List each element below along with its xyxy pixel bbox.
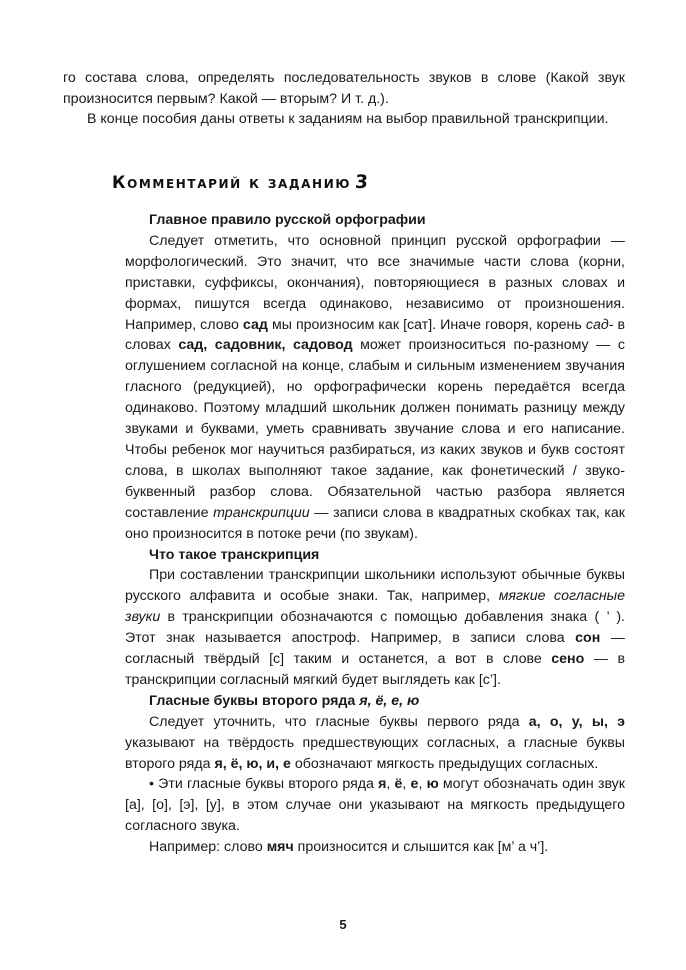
text-run-normal: мы произносим как [сат]. Иначе говоря, корень bbox=[267, 316, 586, 333]
text-run-bold: я, ё, ю, и, е bbox=[214, 755, 291, 772]
text-run-normal: могут обозначать один звук [а], [о], [э], [у], в этом случае они указывают на мягкость предыдущего согласного звука. bbox=[125, 776, 625, 835]
text-run-bold: мяч bbox=[266, 839, 294, 856]
body-paragraph bbox=[125, 565, 625, 690]
intro-paragraph-continuation: го состава слова, определять последовательность звуков в слове (Какой звук произносится первым? Какой — вторым? И т. д.). bbox=[63, 70, 625, 107]
text-run-normal: в транскрипции обозначаются с помощью добавления знака ( ’ ). Этот знак называется апостроф. Например, в записи слова bbox=[125, 609, 625, 647]
text-run-bold: а, о, у, ы, э bbox=[528, 713, 625, 730]
text-run-bold: сад, садовник, садовод bbox=[178, 337, 353, 354]
subsection-heading bbox=[125, 545, 625, 566]
text-run-bold: сад bbox=[242, 316, 268, 333]
page-number: 5 bbox=[339, 917, 347, 932]
body-paragraph bbox=[125, 837, 625, 858]
text-run-bold: я bbox=[378, 776, 387, 793]
text-run-normal: Следует уточнить, что гласные буквы первого ряда bbox=[149, 713, 529, 730]
text-run-italic: транскрипции bbox=[213, 504, 310, 521]
intro-paragraph-answers: В конце пособия даны ответы к заданиям на выбор правильной транскрипции. bbox=[87, 111, 609, 127]
text-run-normal: — согласный твёрдый [с] таким и останется, а вот в слове bbox=[125, 630, 625, 668]
text-run-normal: , bbox=[402, 776, 411, 793]
text-run-normal: Следует отметить, что основной принцип русской орфографии — морфологический. Это значит, что все значимые части слова (корни, приставки, суффиксы, окончания), повторяющиеся в разных словах и формах, пишутся всегда одинаково, независимо от произношения. Например, слово bbox=[125, 232, 625, 333]
subsection-heading-letters: я, ё, е, ю bbox=[359, 692, 420, 709]
section-heading-label: Комментарий к заданию bbox=[112, 173, 352, 192]
text-run-italic: мягкие согласные звуки bbox=[125, 588, 626, 626]
subsection-heading-label: Что такое транскрипция bbox=[149, 546, 320, 563]
body-paragraph bbox=[125, 231, 625, 545]
text-run-normal: — записи слова в квадратных скобках так, как оно произносится в потоке речи (по звукам). bbox=[125, 504, 625, 542]
subsection-heading-label: Гласные буквы второго ряда bbox=[149, 692, 360, 709]
subsection-heading bbox=[125, 691, 625, 712]
text-run-normal: • Эти гласные буквы второго ряда bbox=[149, 776, 379, 793]
text-run-normal: в словах bbox=[125, 316, 626, 354]
text-run-normal: произносится и слышится как [м’ а ч’]. bbox=[293, 839, 549, 856]
section-heading bbox=[112, 172, 370, 193]
body-paragraph bbox=[125, 712, 625, 775]
text-run-normal: указывают на твёрдость предшествующих согласных, а гласные буквы второго ряда bbox=[125, 734, 625, 772]
text-run-normal: — в транскрипции согласный мягкий будет выглядеть как [с’]. bbox=[125, 651, 625, 688]
text-run-bold: ю bbox=[426, 776, 439, 793]
text-run-bold: сено bbox=[551, 651, 585, 668]
subsection-heading bbox=[125, 210, 625, 231]
intro-text-block bbox=[63, 68, 625, 130]
text-run-normal: При составлении транскрипции школьники используют обычные буквы русского алфавита и особые знаки. Так, например, bbox=[125, 567, 625, 605]
text-run-normal: , bbox=[386, 776, 395, 793]
text-run-italic: сад- bbox=[585, 316, 614, 333]
subsection-heading-label: Главное правило русской орфографии bbox=[149, 212, 426, 228]
text-run-normal: может произноситься по-разному — с оглушением согласной на конце, слабым и сильным изменением звучания гласного (редукцией), но орфографически корень передаётся всегда одинаково. Поэтому младший школьник должен понимать разницу между звуками и буквами, уметь сравнивать звучание слова и его написание. Чтобы ребенок мог научиться разбираться, из каких звуков и букв состоят слова, в школах выполняют такое задание, как фонетический / звуко-буквенный разбор слова. Обязательной частью разбора является составление bbox=[125, 337, 625, 521]
section-heading-number: 3 bbox=[354, 172, 371, 193]
text-run-normal: обозначают мягкость предыдущих согласных. bbox=[290, 755, 599, 772]
text-run-bold: ё bbox=[394, 776, 403, 793]
text-run-bold: е bbox=[410, 776, 419, 793]
commentary-body bbox=[125, 210, 625, 858]
bullet-paragraph bbox=[125, 774, 625, 837]
text-run-bold: сон bbox=[575, 630, 601, 647]
text-run-normal: Например: слово bbox=[149, 839, 267, 856]
text-run-normal: , bbox=[418, 776, 427, 793]
